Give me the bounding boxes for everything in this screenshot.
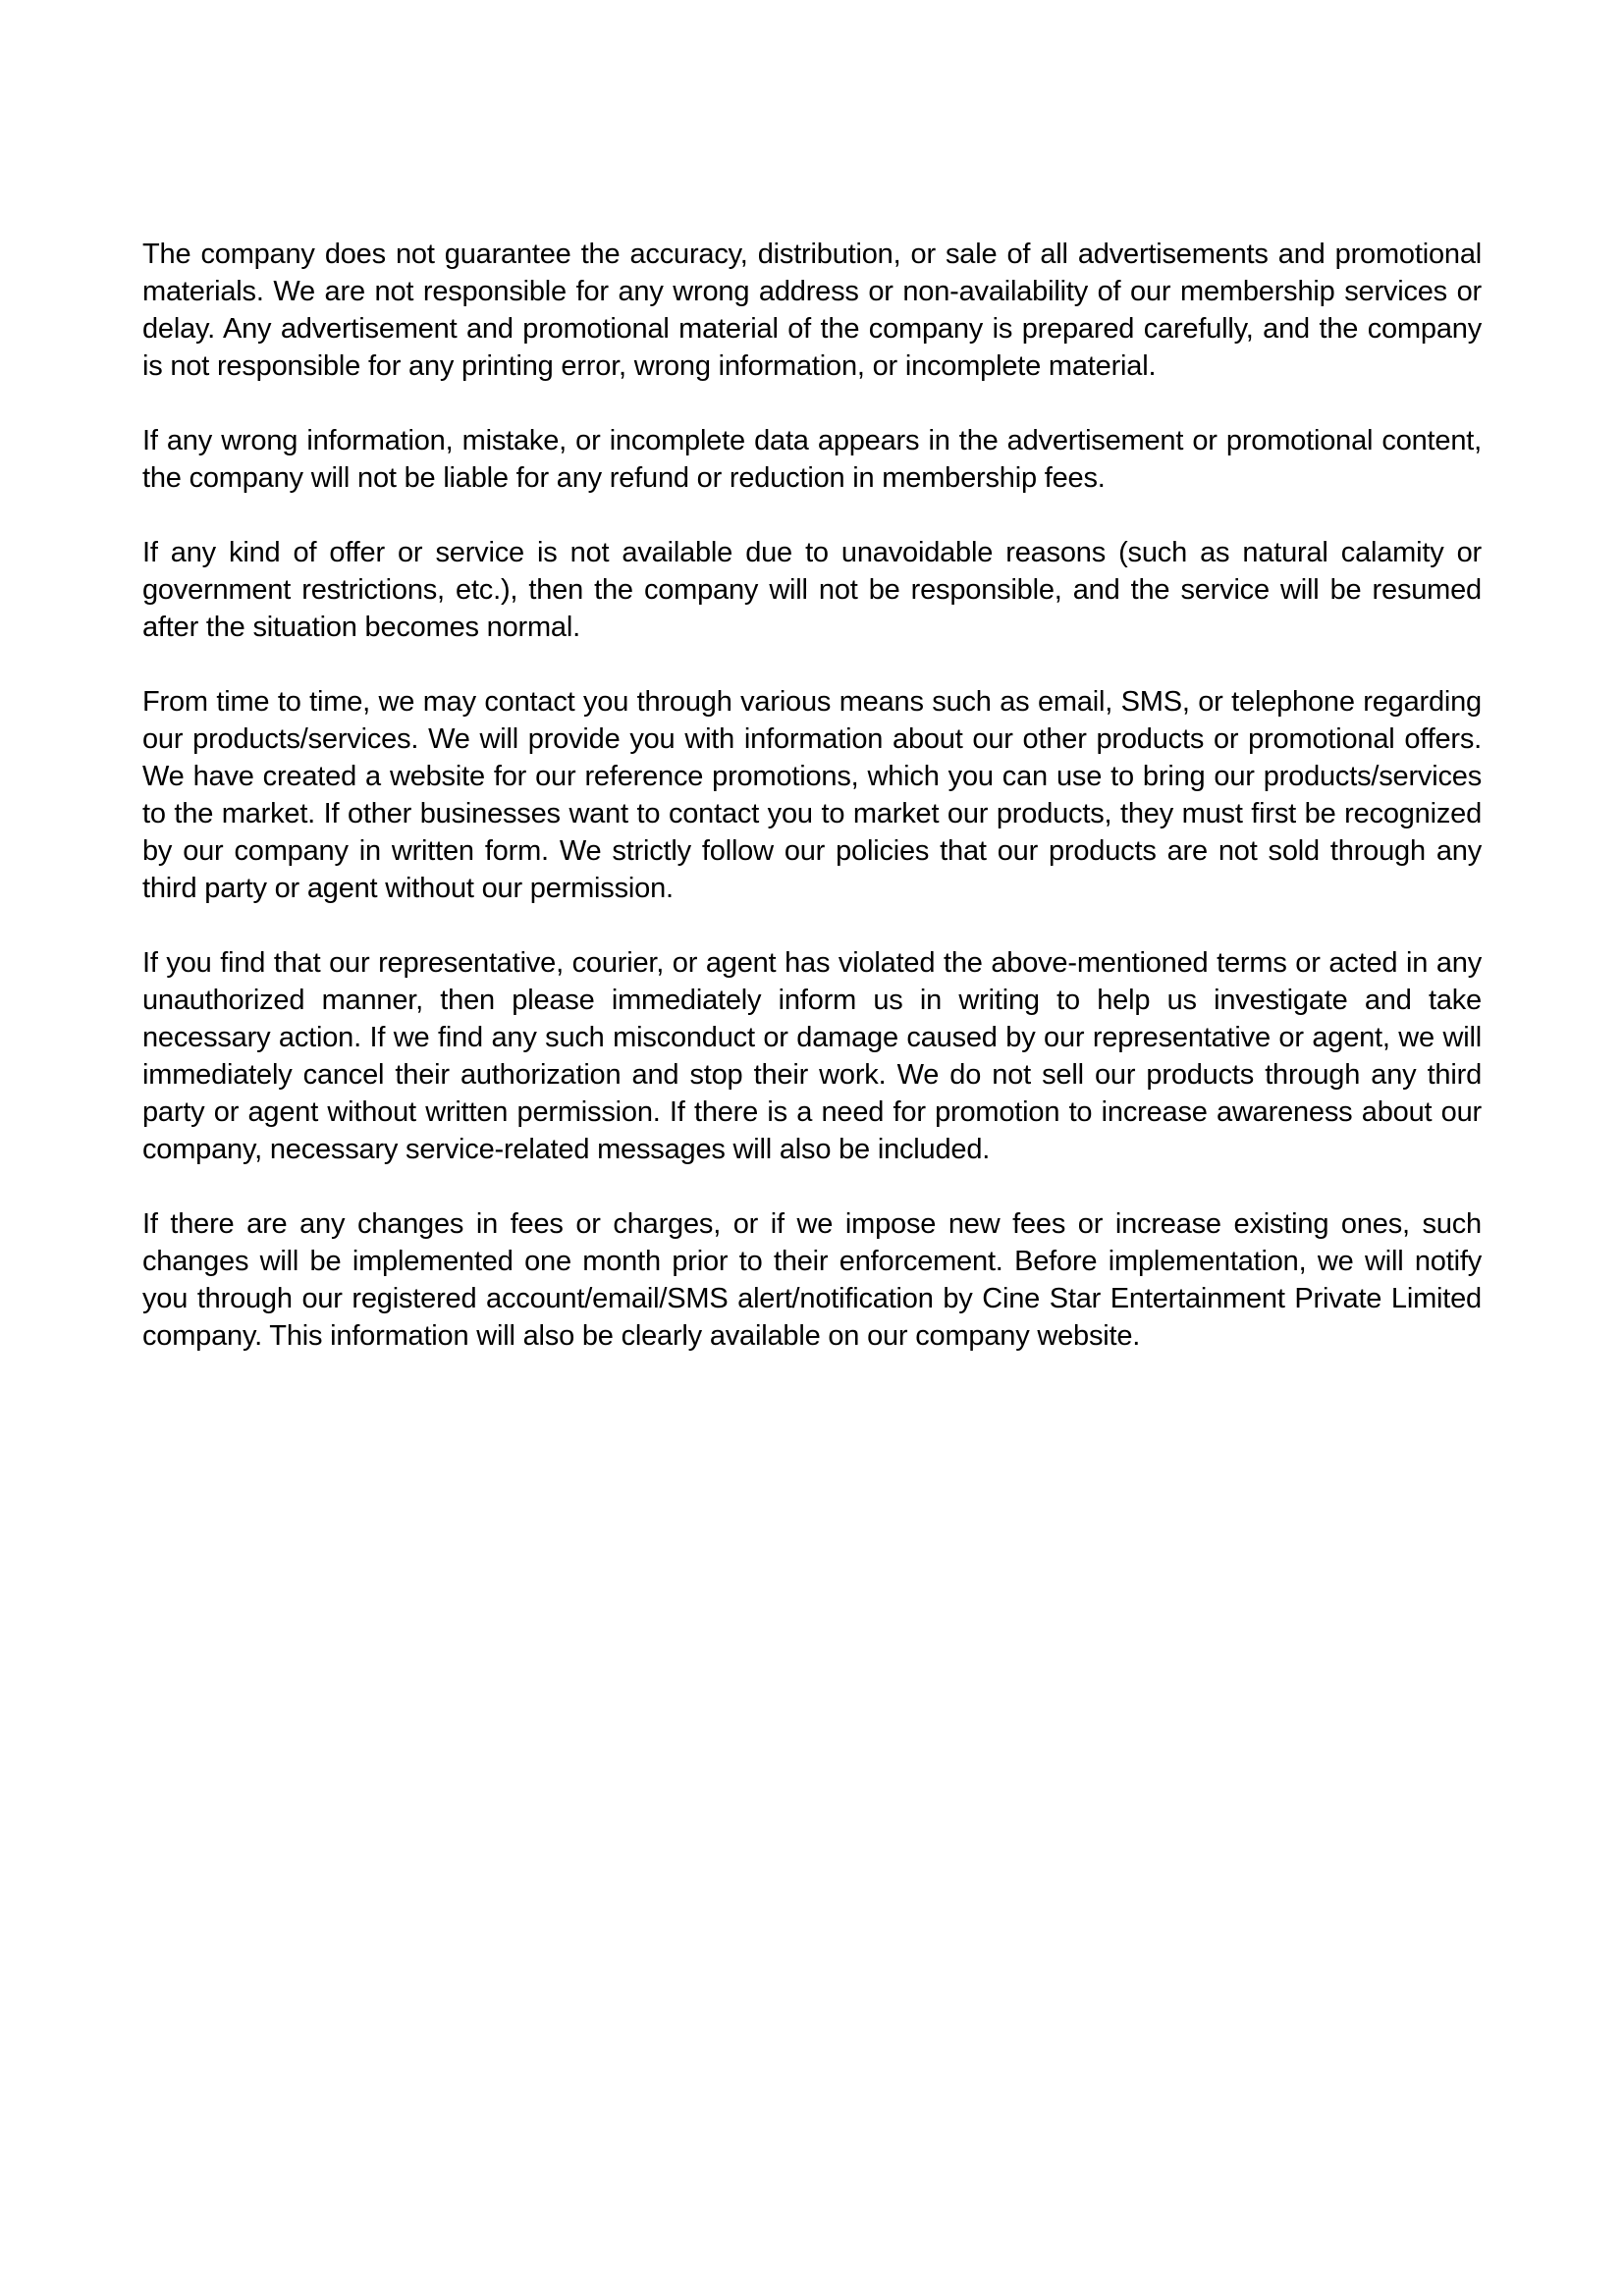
document-text-block bbox=[142, 236, 1482, 1355]
terms-paragraph-4: From time to time, we may contact you through various means such as email, SMS, or telephone regarding our products/services. We will provide you with information about our other products or promotional offers. We have created a website for our reference promotions, which you can use to bring our products/services to the market. If other businesses want to contact you to market our products, they must first be recognized by our company in written form. We strictly follow our policies that our products are not sold through any third party or agent without our permission. bbox=[142, 686, 1482, 904]
terms-paragraph-6: If there are any changes in fees or charges, or if we impose new fees or increase existing ones, such changes will be implemented one month prior to their enforcement. Before implementation, we will notify you through our registered account/email/SMS alert/notification by Cine Star Entertainment Private Limited company. This information will also be clearly available on our company website. bbox=[142, 1208, 1482, 1352]
terms-paragraph-1: The company does not guarantee the accuracy, distribution, or sale of all advertisements and promotional materials. We are not responsible for any wrong address or non-availability of our membership services or delay. Any advertisement and promotional material of the company is prepared carefully, and the company is not responsible for any printing error, wrong information, or incomplete material. bbox=[142, 239, 1482, 382]
terms-paragraph-5: If you find that our representative, courier, or agent has violated the above-mentioned terms or acted in any unauthorized manner, then please immediately inform us in writing to help us investigate and take necessary action. If we find any such misconduct or damage caused by our representative or agent, we will immediately cancel their authorization and stop their work. We do not sell our products through any third party or agent without written permission. If there is a need for promotion to increase awareness about our company, necessary service-related messages will also be included. bbox=[142, 947, 1482, 1165]
terms-paragraph-2: If any wrong information, mistake, or incomplete data appears in the advertisement or promotional content, the company will not be liable for any refund or reduction in membership fees. bbox=[142, 425, 1482, 494]
terms-paragraph-3: If any kind of offer or service is not available due to unavoidable reasons (such as natural calamity or government restrictions, etc.), then the company will not be responsible, and the service will be resumed after the situation becomes normal. bbox=[142, 537, 1482, 643]
